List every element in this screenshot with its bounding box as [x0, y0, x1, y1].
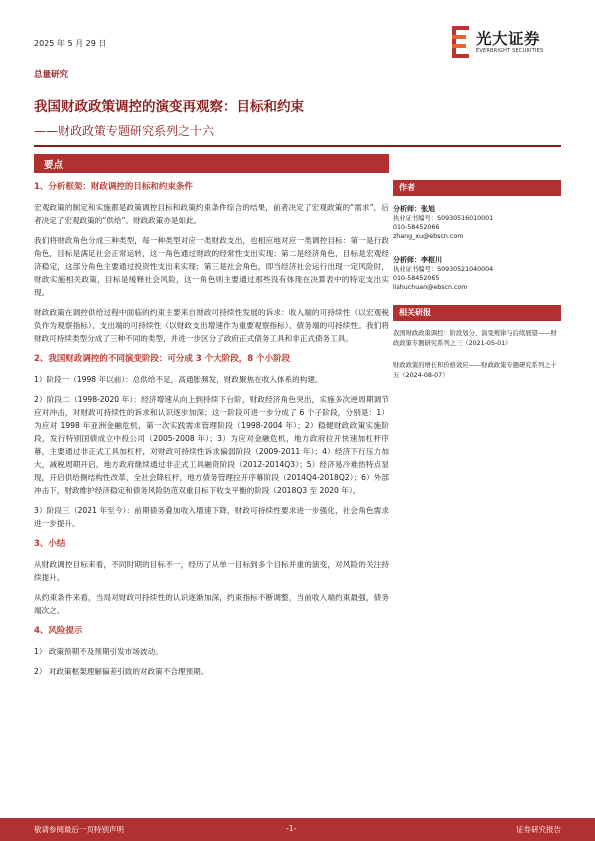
company-logo	[451, 26, 561, 60]
section-title: 3、小结	[34, 539, 66, 549]
paragraph: 1）阶段一（1998 年以前）：总供给不足，高通胀频发，财政聚焦在收入体系的构建。	[34, 375, 323, 384]
footer-report-type: 证券研究报告	[516, 825, 561, 834]
everbright-logo-icon	[451, 26, 471, 58]
analyst-phone: 010-58452066	[393, 224, 440, 232]
analyst-phone: 010-58452065	[393, 274, 440, 282]
page-number: -1-	[286, 824, 297, 833]
section-title: 2、我国财政调控的不同演变阶段：可分成 3 个大阶段，8 个小阶段	[34, 354, 291, 364]
analyst-card	[393, 204, 561, 242]
analyst-name: 分析师：张旭	[393, 205, 435, 213]
section-title: 1、分析框架：财政调控的目标和约束条件	[34, 182, 193, 192]
paragraph: 1） 政策预期不及预期引发市场波动。	[34, 647, 163, 656]
authors-label: 作者	[399, 183, 415, 192]
paragraph: 2） 对政策框架理解偏差引致的对政策不合理预期。	[34, 667, 209, 676]
report-date: 2025 年 5 月 29 日	[34, 39, 107, 48]
summary-header-bar	[34, 154, 389, 173]
paragraph: 3）阶段三（2021 年至今）：前期债务叠加收入增速下降，财政可持续性要求进一步强化，社会角色需求进一步提升。	[34, 506, 389, 528]
analyst-name: 分析师：李枢川	[393, 255, 442, 264]
section-stages	[34, 352, 389, 530]
paragraph: 2）阶段二（1998-2020 年）：经济增速从向上到持续下台阶，财政经济角色突出，实施多次逆周期调节应对冲击，对财政可持续性的诉求和认识逐步加深；这一阶段可进一步分成了 6 个子阶段，分别是：1）为应对 1998 年亚洲金融危机，第一次实践需求管理阶段（1998-2004 年）；2）稳健财政政策实施阶段，发行特别国债成立中投公司（2005-2008 年）；3）为应对金融危机，地方政府拉开快速加杠杆序幕，主要通过非正式工具加杠杆，对财政可持续性诉求偏弱阶段（2009-2011 年）；4）经济下行压力加大，减税周期开启，地方政府继续通过非正式工具融资阶段（2012-2014Q3）；5）经济易冷难热特点显现，开启供给侧结构性改革，全社会降杠杆，地方债务管理拉开序幕阶段（2014Q4-2018Q2）；6）外部冲击下，财政维护经济稳定和债务风险防范双重目标下收支平衡的阶段（2018Q3 至 2020 年）。	[34, 395, 389, 495]
related-report-item[interactable]: 我国财政政策调控：阶段划分、演变规律与后续展望——财政政策专题研究系列之三（2021-05-01）	[393, 330, 557, 347]
paragraph: 从约束条件来看，当局对财政可持续性的认识逐渐加深，约束指标不断调整，当前收入端约束最强，债务端次之。	[34, 593, 389, 615]
analyst-cert: 执业证书编号：S0930516010001	[393, 215, 494, 222]
summary-body	[34, 180, 389, 685]
section-risk	[34, 624, 389, 678]
related-report-item[interactable]: 财政政策的增长和价格效应——财政政策专题研究系列之十五（2024-08-07）	[393, 362, 557, 379]
section-title: 4、风险提示	[34, 626, 83, 636]
report-title: 我国财政政策调控的演变再观察：目标和约束	[34, 99, 304, 115]
section-framework	[34, 180, 389, 345]
footer-bar	[0, 818, 595, 841]
analyst-email[interactable]: zhang_xu@ebscn.com	[393, 233, 464, 241]
section-conclusion	[34, 537, 389, 617]
analyst-cert: 执业证书编号：S0930521040004	[393, 265, 494, 273]
analyst-email[interactable]: lishuchuan@ebscn.com	[393, 284, 468, 292]
authors-header-bar	[393, 180, 561, 196]
related-label: 相关研报	[399, 308, 431, 318]
report-category: 总量研究	[34, 70, 69, 80]
footer-disclaimer: 敬请参阅最后一页特别声明	[34, 825, 124, 834]
related-header-bar	[393, 305, 561, 321]
paragraph: 宏观政策的制定和实施都是政策调控目标和政策约束条件综合的结果，前者决定了宏观政策的“需求”，后者决定了宏观政策的“供给”。财政政策亦是如此。	[34, 203, 389, 225]
analyst-card	[393, 255, 561, 293]
logo-subtitle: EVERBRIGHT SECURITIES	[476, 48, 544, 54]
header-divider	[34, 145, 561, 147]
report-subtitle: ——财政政策专题研究系列之十六	[34, 124, 215, 138]
logo-name: 光大证券	[476, 30, 541, 48]
summary-label: 要点	[44, 160, 64, 171]
paragraph: 从财政调控目标来看，不同时期的目标不一，经历了从单一目标到多个目标并重的演变，对风险的关注持续提升。	[34, 560, 389, 582]
paragraph: 我们将财政角色分成三种类型，每一种类型对应一类财政支出，也相应地对应一类调控目标：第一是行政角色，目标是满足社会正常运转，这一角色通过财政的经常性支出实现；第二是经济角色，目标是宏观经济稳定，这部分角色主要通过投资性支出来实现；第三是社会角色，即当经济社会运行出现一定风险时，财政实施相关政策，目标是缓释社会风险，这一角色则主要通过那些没有体现在决算表中的特定支出实现。	[34, 236, 389, 297]
sidebar	[393, 180, 561, 394]
paragraph: 财政政策在调控供给过程中面临的约束主要来自财政可持续性发展的诉求：收入端的可持续性（以宏观税负作为观察指标）、支出端的可持续性（以财政支出增速作为重要观察指标）、债务端的可持续性。我们将财政可持续类型分成了三种不同的类型，并进一步区分了政府正式债务工具和非正式债务工具。	[34, 308, 389, 343]
